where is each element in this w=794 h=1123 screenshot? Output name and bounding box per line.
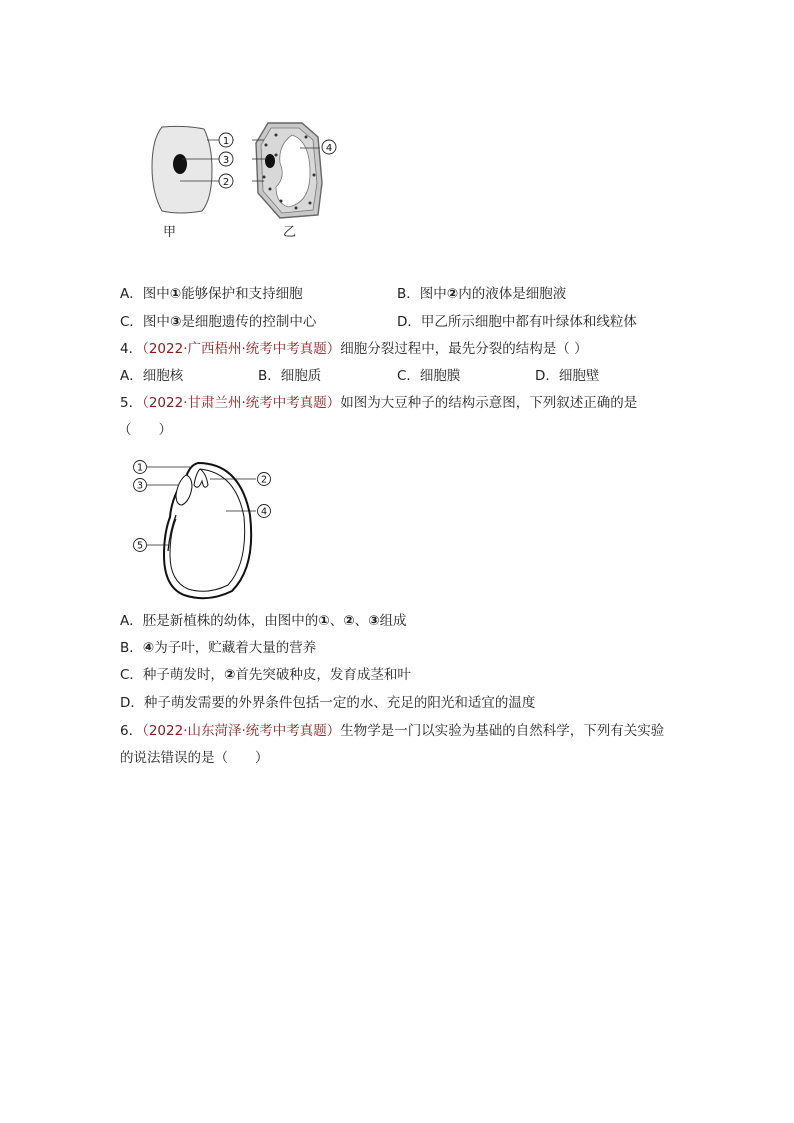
svg-text:2: 2 [222, 177, 230, 188]
svg-text:1: 1 [222, 136, 230, 147]
figure-label-jia: 甲 [163, 225, 177, 240]
q4-option-b: B．细胞质 [258, 368, 322, 384]
q4-option-c: C．细胞膜 [397, 368, 461, 384]
svg-text:3: 3 [136, 480, 144, 492]
svg-text:4: 4 [325, 143, 333, 154]
q5-source: （2022·甘肃兰州·统考中考真题） [142, 395, 341, 411]
svg-text:2: 2 [260, 474, 268, 486]
q5-stem-cont: （ ） [118, 422, 172, 438]
q4-option-d: D．细胞壁 [535, 368, 600, 384]
svg-text:1: 1 [136, 462, 144, 474]
svg-text:4: 4 [260, 506, 268, 518]
q5-option-b: B．④为子叶，贮藏着大量的营养 [120, 640, 317, 656]
q6-source: （2022·山东菏泽·统考中考真题） [142, 723, 341, 739]
animal-cell-nucleus [173, 154, 187, 174]
svg-text:3: 3 [222, 155, 230, 166]
svg-text:5: 5 [136, 540, 144, 552]
q3-option-d: D．甲乙所示细胞中都有叶绿体和线粒体 [397, 314, 637, 330]
q5-stem: 5．（2022·甘肃兰州·统考中考真题）如图为大豆种子的结构示意图，下列叙述正确的是 [120, 395, 638, 411]
q5-option-d: D．种子萌发需要的外界条件包括一定的水、充足的阳光和适宜的温度 [120, 695, 536, 711]
q3-option-b: B．图中②内的液体是细胞液 [397, 286, 567, 302]
seed-figure [128, 455, 278, 605]
q4-stem: 4．（2022·广西梧州·统考中考真题）细胞分裂过程中，最先分裂的结构是（ ） [120, 341, 588, 357]
q6-stem-cont: 的说法错误的是（ ） [120, 750, 269, 766]
q4-option-a: A．细胞核 [120, 368, 184, 384]
cell-figure [140, 115, 350, 225]
q3-option-a: A．图中①能够保护和支持细胞 [120, 286, 303, 302]
q3-option-c: C．图中③是细胞遗传的控制中心 [120, 314, 317, 330]
plant-cell-nucleus [265, 154, 275, 168]
q6-stem: 6．（2022·山东菏泽·统考中考真题）生物学是一门以实验为基础的自然科学，下列有关实验 [120, 723, 665, 739]
q4-source: （2022·广西梧州·统考中考真题） [142, 341, 341, 357]
figure-label-yi: 乙 [283, 225, 297, 240]
q5-option-a: A．胚是新植株的幼体，由图中的①、②、③组成 [120, 613, 407, 629]
q5-option-c: C．种子萌发时，②首先突破种皮，发育成茎和叶 [120, 667, 411, 683]
